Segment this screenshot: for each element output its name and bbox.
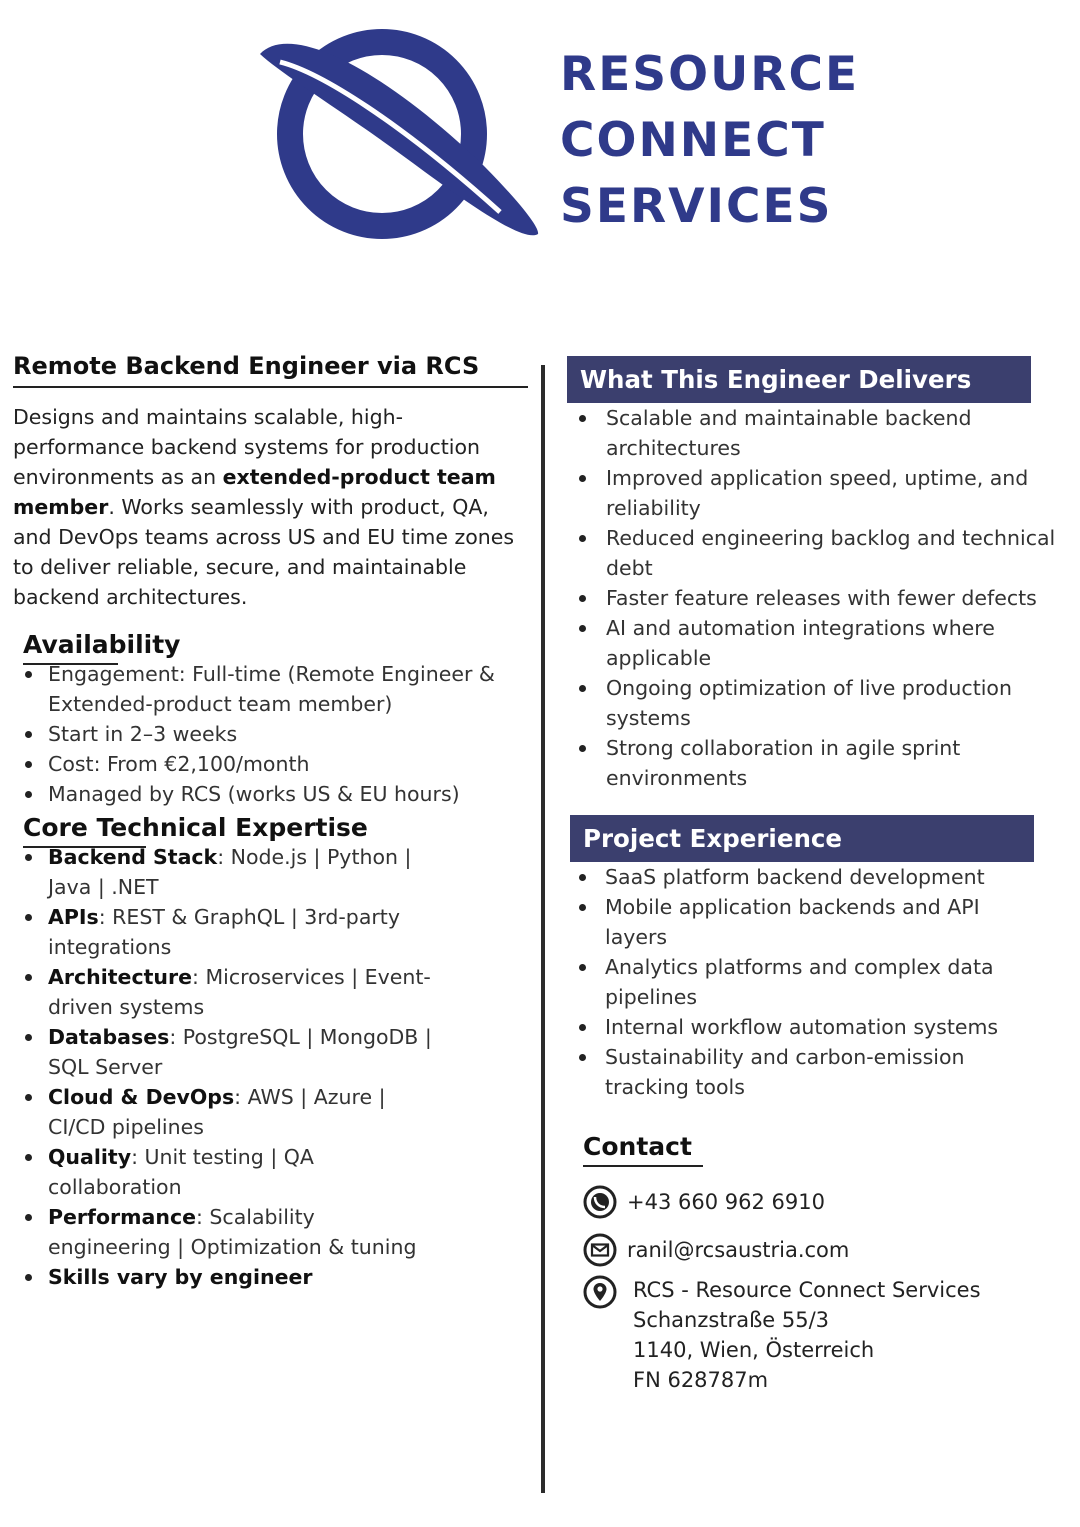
contact-heading — [583, 1132, 692, 1161]
list-item: Managed by RCS (works US & EU hours) — [13, 779, 528, 809]
contact-phone-row[interactable] — [583, 1185, 1067, 1233]
item-value: : Microservices | Event-driven systems — [48, 965, 431, 1019]
address-line: RCS - Resource Connect Services — [633, 1278, 981, 1302]
orbit-globe-icon — [250, 12, 550, 262]
summary-part-1: Designs and maintains scalable, high-performance backend systems for production environments as an — [13, 405, 481, 489]
address-line: Schanzstraße 55/3 — [633, 1308, 830, 1332]
projects-heading: Project Experience — [570, 815, 1034, 862]
item-label: APIs — [48, 905, 99, 929]
item-label: Quality — [48, 1145, 132, 1169]
location-pin-icon — [583, 1275, 617, 1309]
contact-address-row — [583, 1275, 1067, 1395]
contact-email[interactable]: ranil@rcsaustria.com — [627, 1238, 850, 1262]
item-label: Performance — [48, 1205, 196, 1229]
item-value: : AWS | Azure | CI/CD pipelines — [48, 1085, 386, 1139]
item-label: Cloud & DevOps — [48, 1085, 235, 1109]
list-item — [13, 1142, 433, 1202]
list-item: Engagement: Full-time (Remote Engineer & Extended-product team member) — [13, 659, 528, 719]
item-value: : Scalability engineering | Optimization & tuning — [48, 1205, 417, 1259]
item-value: : Unit testing | QA collaboration — [48, 1145, 314, 1199]
summary-part-2: . Works seamlessly with product, QA, and DevOps teams across US and EU time zones to deliver reliable, secure, and maintainable backend architectures. — [13, 495, 515, 609]
company-name-line-3: SERVICES — [560, 179, 833, 234]
list-item: Start in 2–3 weeks — [13, 719, 528, 749]
company-logo — [250, 12, 870, 262]
list-item: Analytics platforms and complex data pipelines — [567, 952, 1027, 1012]
projects-list — [567, 862, 1027, 1102]
list-item — [13, 902, 433, 962]
contact-address — [627, 1275, 1067, 1395]
availability-list — [13, 659, 528, 809]
item-value: : PostgreSQL | MongoDB | SQL Server — [48, 1025, 432, 1079]
list-item: Mobile application backends and API layers — [567, 892, 1027, 952]
summary-bold: extended-product team member — [13, 465, 496, 519]
item-value: : REST & GraphQL | 3rd-party integrations — [48, 905, 400, 959]
list-item — [13, 1202, 433, 1262]
list-item: Ongoing optimization of live production systems — [567, 673, 1062, 733]
expertise-heading-text: Core Technical Expertise — [23, 813, 368, 842]
list-item: Reduced engineering backlog and technical debt — [567, 523, 1062, 583]
item-label: Backend Stack — [48, 845, 218, 869]
list-item: Sustainability and carbon-emission tracking tools — [567, 1042, 1027, 1102]
list-item — [13, 1262, 433, 1292]
list-item: Scalable and maintainable backend architectures — [567, 403, 1062, 463]
delivers-heading: What This Engineer Delivers — [567, 356, 1031, 403]
list-item: AI and automation integrations where applicable — [567, 613, 1062, 673]
company-name-line-1: RESOURCE — [560, 47, 860, 102]
list-item: Improved application speed, uptime, and reliability — [567, 463, 1062, 523]
item-label: Databases — [48, 1025, 170, 1049]
contact-phone[interactable]: +43 660 962 6910 — [627, 1190, 825, 1214]
column-divider — [541, 365, 545, 1493]
address-line: FN 628787m — [633, 1368, 769, 1392]
heading-underline — [583, 1165, 703, 1167]
job-title: Remote Backend Engineer via RCS — [13, 352, 528, 388]
list-item: SaaS platform backend development — [567, 862, 1027, 892]
delivers-list — [567, 403, 1062, 793]
right-column — [567, 356, 1067, 1395]
item-value: : Node.js | Python | Java | .NET — [48, 845, 412, 899]
list-item — [13, 842, 433, 902]
summary-paragraph — [13, 402, 528, 612]
contact-heading-text: Contact — [583, 1132, 692, 1161]
list-item: Strong collaboration in agile sprint environments — [567, 733, 1062, 793]
left-column — [13, 352, 528, 1292]
list-item — [13, 1082, 433, 1142]
company-name — [560, 42, 859, 240]
address-line: 1140, Wien, Österreich — [633, 1338, 875, 1362]
company-name-line-2: CONNECT — [560, 113, 826, 168]
list-item — [13, 962, 433, 1022]
list-item: Cost: From €2,100/month — [13, 749, 528, 779]
availability-heading — [23, 630, 180, 659]
phone-icon — [583, 1185, 617, 1219]
item-label: Skills vary by engineer — [48, 1265, 313, 1289]
list-item: Internal workflow automation systems — [567, 1012, 1027, 1042]
expertise-list — [13, 842, 433, 1292]
list-item — [13, 1022, 433, 1082]
contact-email-row[interactable] — [583, 1233, 1067, 1275]
contact-list — [583, 1185, 1067, 1395]
availability-heading-text: Availability — [23, 630, 181, 659]
mail-icon — [583, 1233, 617, 1267]
item-label: Architecture — [48, 965, 193, 989]
list-item: Faster feature releases with fewer defects — [567, 583, 1062, 613]
expertise-heading — [23, 813, 368, 842]
